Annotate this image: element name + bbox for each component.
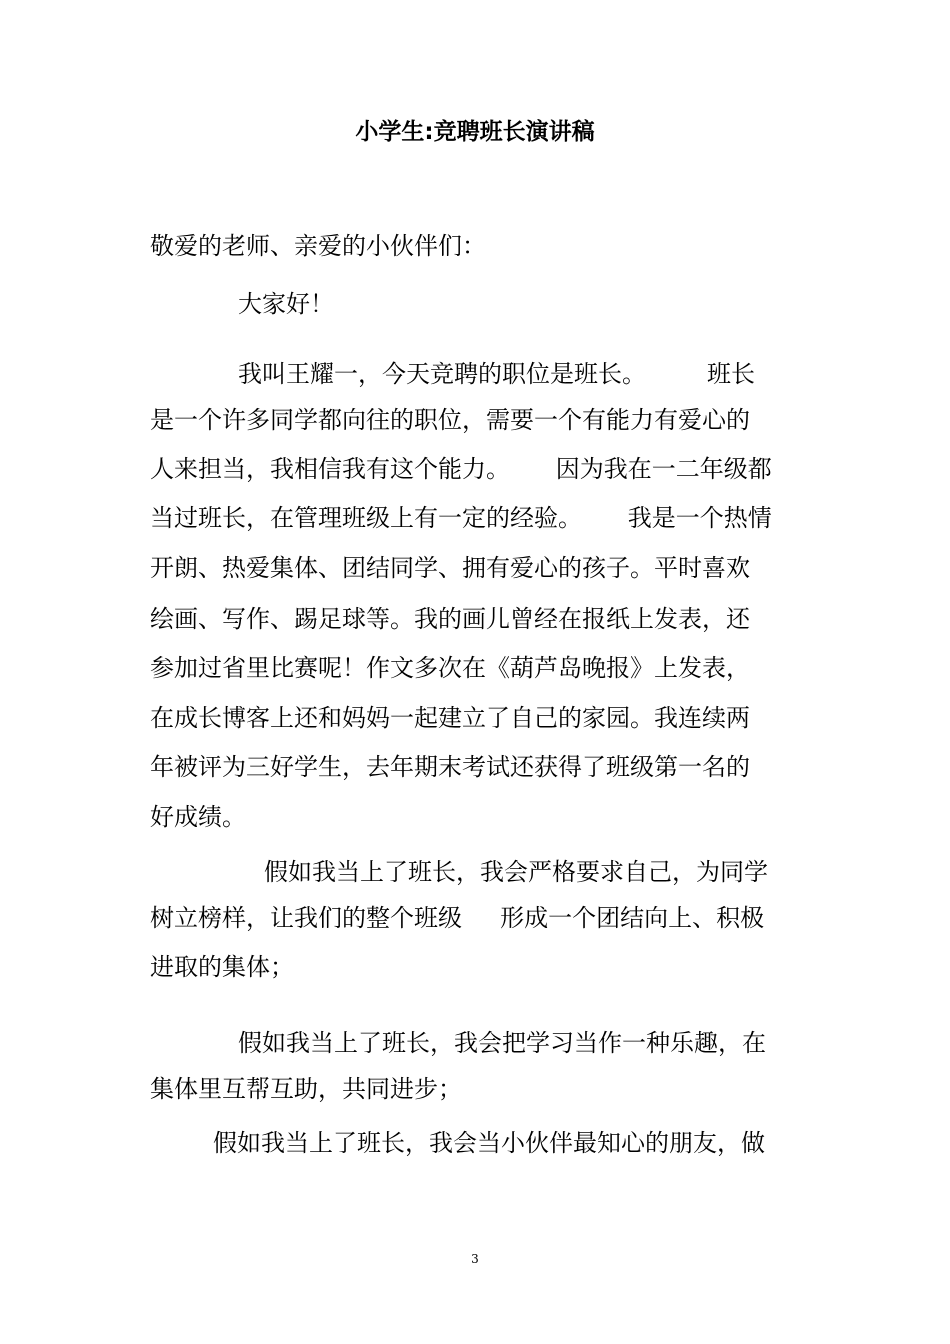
paragraph-1-line-6: 绘画、写作、踢足球等。我的画儿曾经在报纸上发表，还	[150, 605, 750, 633]
paragraph-1-line-2: 是一个许多同学都向往的职位，需要一个有能力有爱心的	[150, 406, 750, 434]
paragraph-3-line-1: 假如我当上了班长，我会把学习当作一种乐趣，在	[238, 1029, 766, 1057]
paragraph-1-line-7: 参加过省里比赛呢！作文多次在《葫芦岛晚报》上发表，	[150, 654, 750, 682]
page-number: 3	[471, 1252, 479, 1266]
paragraph-2-line-1: 假如我当上了班长，我会严格要求自己，为同学	[264, 858, 768, 886]
paragraph-4-line-1: 假如我当上了班长，我会当小伙伴最知心的朋友，做	[213, 1129, 765, 1157]
paragraph-1-line-4: 当过班长，在管理班级上有一定的经验。 我是一个热情	[150, 504, 772, 532]
document-title: 小学生:竞聘班长演讲稿	[355, 119, 595, 145]
paragraph-1-line-3: 人来担当，我相信我有这个能力。 因为我在一二年级都	[150, 455, 772, 483]
paragraph-1-line-10: 好成绩。	[150, 803, 246, 831]
paragraph-3-line-2: 集体里互帮互助，共同进步；	[150, 1075, 462, 1103]
paragraph-1-line-8: 在成长博客上还和妈妈一起建立了自己的家园。我连续两	[150, 704, 750, 732]
paragraph-2-line-2: 树立榜样，让我们的整个班级 形成一个团结向上、积极	[150, 904, 765, 932]
hello-line: 大家好！	[238, 290, 334, 318]
paragraph-1-line-9: 年被评为三好学生，去年期末考试还获得了班级第一名的	[150, 753, 750, 781]
paragraph-1-line-5: 开朗、热爱集体、团结同学、拥有爱心的孩子。平时喜欢	[150, 554, 750, 582]
paragraph-2-line-3: 进取的集体；	[150, 953, 294, 981]
greeting-line: 敬爱的老师、亲爱的小伙伴们：	[150, 232, 486, 260]
paragraph-1-line-1: 我叫王耀一，今天竞聘的职位是班长。 班长	[238, 360, 756, 388]
